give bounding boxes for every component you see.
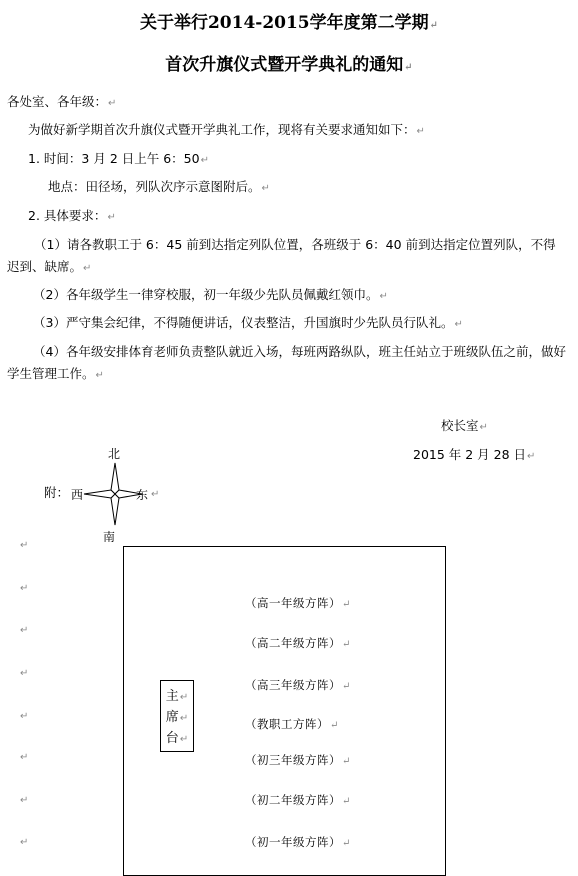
margin-mark: ↵: [20, 540, 29, 551]
margin-mark: ↵: [20, 837, 29, 848]
compass-south: 南: [103, 530, 116, 544]
requirement-2: （2）各年级学生一律穿校服，初一年级少先队员佩戴红领巾。↵: [33, 287, 388, 302]
intro-paragraph: 为做好新学期首次升旗仪式暨开学典礼工作，现将有关要求通知如下：↵: [28, 122, 425, 137]
margin-mark: ↵: [20, 583, 29, 594]
margin-mark: ↵: [20, 795, 29, 806]
compass-north: 北: [108, 447, 121, 461]
formation-senior-2: （高二年级方阵）↵: [245, 636, 351, 650]
formation-junior-2: （初二年级方阵）↵: [245, 793, 351, 807]
item-1-place: 地点：田径场，列队次序示意图附后。↵: [48, 179, 270, 194]
margin-mark: ↵: [20, 752, 29, 763]
margin-mark: ↵: [20, 711, 29, 722]
requirement-3: （3）严守集会纪律，不得随便讲话，仪表整洁，升国旗时少先队员行队礼。↵: [33, 315, 463, 330]
compass-east: 东: [136, 488, 149, 502]
title-line-1: 关于举行2014-2015学年度第二学期↵: [139, 13, 439, 33]
attachment-label: 附：: [44, 485, 70, 500]
formation-junior-3: （初三年级方阵）↵: [245, 753, 351, 767]
compass: 北 西 东 ↵ 南: [71, 447, 160, 544]
signature-office: 校长室↵: [441, 418, 488, 433]
title-line-2: 首次升旗仪式暨开学典礼的通知↵: [165, 55, 413, 75]
margin-mark: ↵: [20, 625, 29, 636]
compass-west: 西: [71, 488, 84, 502]
signature-date: 2015 年 2 月 28 日↵: [413, 447, 536, 462]
rostrum: 主↵ 席↵ 台↵: [160, 680, 194, 752]
item-2-heading: 2. 具体要求：↵: [28, 208, 116, 223]
formation-staff: （教职工方阵）↵: [245, 717, 339, 731]
margin-mark: ↵: [20, 668, 29, 679]
requirement-4: （4）各年级安排体育老师负责整队就近入场，每班两路纵队，班主任站立于班级队伍之前，做好学生管理工作。↵: [7, 344, 566, 381]
addressee: 各处室、各年级：↵: [7, 94, 117, 109]
item-1-time: 1. 时间：3 月 2 日上午 6：50↵: [28, 151, 209, 166]
formation-senior-3: （高三年级方阵）↵: [245, 678, 351, 692]
formation-junior-1: （初一年级方阵）↵: [245, 835, 351, 849]
requirement-1: （1）请各教职工于 6：45 前到达指定列队位置，各班级于 6：40 前到达指定位置列队，不得迟到、缺席。↵: [7, 237, 556, 274]
formation-senior-1: （高一年级方阵）↵: [245, 596, 351, 610]
